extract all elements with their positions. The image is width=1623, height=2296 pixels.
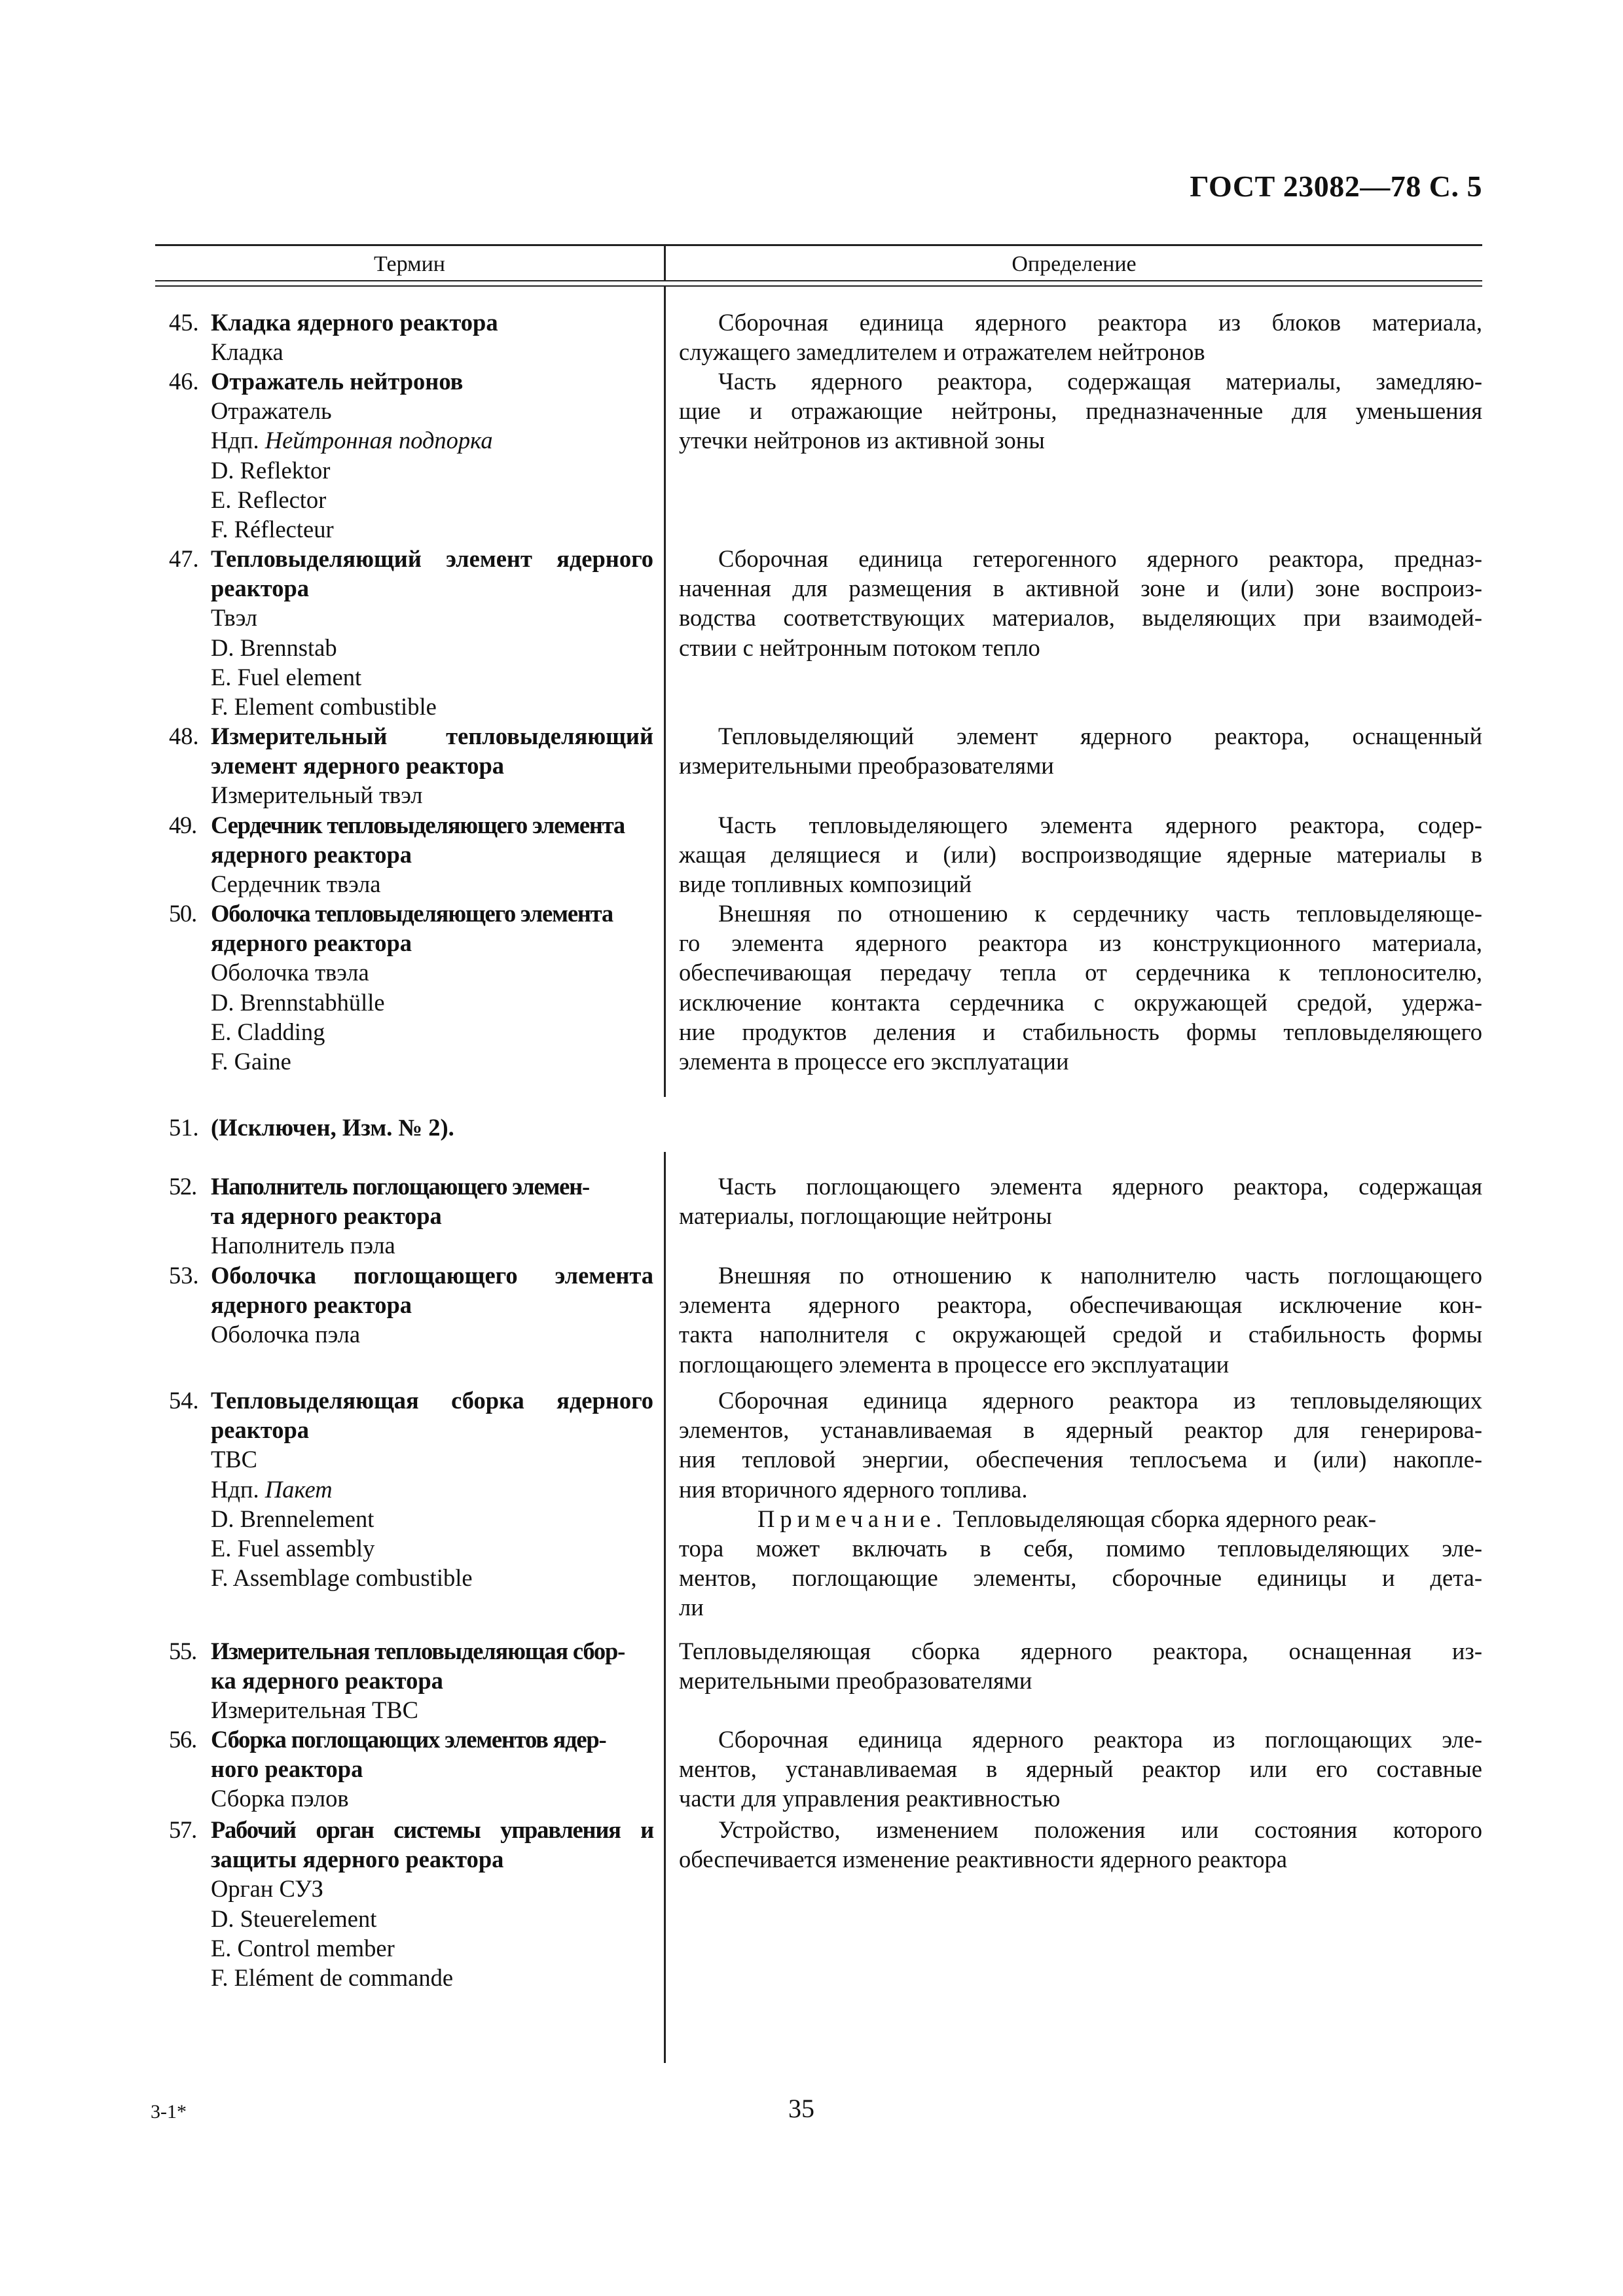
term-title: Оболочка поглощающего элемента <box>211 1262 653 1289</box>
definition-line: Внешняя по отношению к наполнителю часть поглощающего <box>718 1262 1482 1289</box>
term-title-cont: ядерного реактора <box>211 841 412 869</box>
term-entry <box>169 810 653 899</box>
definition-line: ния тепловой энергии, обеспечения теплосъема и (или) накопле- <box>679 1446 1482 1473</box>
definition-line: поглощающего элемента в процессе его эксплуатации <box>679 1350 1230 1378</box>
header-rule-1 <box>155 280 1482 281</box>
term-foreign-de: D. Brennstab <box>211 634 337 661</box>
term-foreign-de: D. Brennelement <box>211 1505 374 1532</box>
definition-line: Устройство, изменением положения или состояния которого <box>718 1816 1482 1843</box>
term-title: Наполнитель поглощающего элемен- <box>211 1173 589 1200</box>
term-title: Сборка поглощающих элементов ядер- <box>211 1726 606 1753</box>
term-foreign-fr: F. Assemblage combustible <box>211 1564 473 1592</box>
term-title-cont: элемент ядерного реактора <box>211 752 504 780</box>
page-header: ГОСТ 23082—78 С. 5 <box>1190 170 1482 203</box>
term-number: 53. <box>169 1262 199 1289</box>
term-number: 55. <box>169 1638 197 1664</box>
definition-line: наченная для размещения в активной зоне и (или) зоне воспроиз- <box>679 575 1482 602</box>
term-short: Сердечник твэла <box>211 870 381 898</box>
term-entry <box>169 899 653 1076</box>
term-number: 49. <box>169 812 197 838</box>
column-header-term: Термин <box>374 252 445 276</box>
header-rule-2 <box>155 285 1482 287</box>
definition-line: ли <box>679 1594 704 1621</box>
term-foreign-fr: F. Réflecteur <box>211 516 334 543</box>
definition-entry <box>679 367 1482 456</box>
term-title-cont: реактора <box>211 575 310 602</box>
definition-line: материалы, поглощающие нейтроны <box>679 1202 1052 1230</box>
term-short: Оболочка пэла <box>211 1321 361 1348</box>
term-entry <box>169 544 653 721</box>
term-number: 48. <box>169 723 199 749</box>
term-short: ТВС <box>211 1446 257 1473</box>
term-entry <box>169 1815 653 1992</box>
term-entry <box>169 1261 653 1350</box>
definition-line: Сборочная единица гетерогенного ядерного реактора, предназ- <box>718 545 1482 572</box>
definition-entry <box>679 1815 1482 1874</box>
definition-line: Сборочная единица ядерного реактора из поглощающих эле- <box>718 1726 1482 1753</box>
term-foreign-en: E. Control member <box>211 1934 395 1962</box>
definition-entry <box>679 1725 1482 1814</box>
definition-line: Часть поглощающего элемента ядерного реактора, содержащая <box>718 1173 1482 1200</box>
term-number: 47. <box>169 545 199 572</box>
term-short: Измерительный твэл <box>211 781 423 809</box>
definition-line: ния вторичного ядерного топлива. <box>679 1475 1028 1503</box>
term-title: (Исключен, Изм. № 2). <box>211 1114 454 1141</box>
definition-entry <box>679 1636 1482 1695</box>
term-title-cont: ядерного реактора <box>211 929 412 957</box>
term-title: Измерительная тепловыделяющая сбор- <box>211 1638 625 1664</box>
term-short: Отражатель <box>211 397 332 425</box>
term-entry <box>169 308 653 367</box>
definition-line: исключение контакта сердечника с окружающей средой, удержа- <box>679 988 1482 1016</box>
definition-line: такта наполнителя с окружающей средой и стабильность формы <box>679 1321 1482 1348</box>
definition-line: измерительными преобразователями <box>679 752 1054 780</box>
term-foreign-en: E. Fuel element <box>211 663 362 691</box>
term-foreign-fr: F. Element combustible <box>211 693 437 721</box>
column-divider-header <box>664 246 666 280</box>
definition-line: Сборочная единица ядерного реактора из тепловыделяющих <box>718 1387 1482 1414</box>
term-entry <box>169 1172 653 1261</box>
definition-line: го элемента ядерного реактора из конструкционного материала, <box>679 929 1482 957</box>
term-number: 51. <box>169 1114 199 1141</box>
term-short: Измерительная ТВС <box>211 1696 418 1724</box>
term-short: Кладка <box>211 338 283 366</box>
definition-line: обеспечивающая передачу тепла от сердечника к теплоносителю, <box>679 959 1482 986</box>
term-title-cont: реактора <box>211 1416 310 1444</box>
term-foreign-en: E. Fuel assembly <box>211 1535 375 1562</box>
definition-entry <box>679 721 1482 780</box>
term-foreign-de: D. Brennstabhülle <box>211 988 385 1016</box>
term-number: 46. <box>169 368 199 395</box>
definition-entry <box>679 810 1482 899</box>
definition-line: утечки нейтронов из активной зоны <box>679 427 1045 454</box>
term-title: Сердечник тепловыделяющего элемента <box>211 812 625 838</box>
term-title: Кладка ядерного реактора <box>211 309 498 336</box>
definition-line: ствии с нейтронным потоком тепло <box>679 634 1040 661</box>
note-label: Примечание. <box>757 1505 947 1532</box>
term-entry <box>169 367 653 544</box>
term-title-cont: ядерного реактора <box>211 1291 412 1319</box>
definition-line: ние продуктов деления и стабильность формы тепловыделяющего <box>679 1018 1482 1045</box>
definition-line: жащая делящиеся и (или) воспроизводящие ядерные материалы в <box>679 841 1482 869</box>
term-entry <box>169 721 653 810</box>
term-title: Измерительный тепловыделяющий <box>211 723 653 749</box>
definition-line: ментов, устанавливаемая в ядерный реактор или его составные <box>679 1755 1482 1783</box>
page-number: 35 <box>788 2094 814 2123</box>
term-foreign-de: D. Steuerelement <box>211 1905 377 1932</box>
definition-line: служащего замедлителем и отражателем нейтронов <box>679 338 1205 366</box>
term-short: Оболочка твэла <box>211 959 369 986</box>
term-foreign-de: D. Reflektor <box>211 456 331 484</box>
definition-line: элементов, устанавливаемая в ядерный реактор для генерирова- <box>679 1416 1482 1444</box>
term-entry <box>169 1386 653 1592</box>
definition-line: Тепловыделяющий элемент ядерного реактора, оснащенный <box>718 723 1482 749</box>
definition-line: водства соответствующих материалов, выделяющих при взаимодей- <box>679 604 1482 632</box>
note-line <box>679 1504 1482 1534</box>
footer-sheet-mark: 3-1* <box>151 2101 187 2123</box>
definition-line: мерительными преобразователями <box>679 1667 1032 1695</box>
definition-entry <box>679 1261 1482 1379</box>
term-foreign-fr: F. Elément de commande <box>211 1964 454 1992</box>
term-number: 52. <box>169 1173 197 1200</box>
definition-entry <box>679 1386 1482 1623</box>
term-ndp-label: Ндп. <box>211 1475 259 1503</box>
term-number: 54. <box>169 1387 199 1414</box>
column-divider-upper <box>664 287 666 1097</box>
definition-line: элемента ядерного реактора, обеспечивающая исключение кон- <box>679 1291 1482 1319</box>
term-short: Сборка пэлов <box>211 1785 349 1812</box>
definition-line: элемента в процессе его эксплуатации <box>679 1048 1069 1075</box>
term-title: Отражатель нейтронов <box>211 368 464 395</box>
term-ndp-value: Нейтронная подпорка <box>264 427 493 454</box>
term-foreign-fr: F. Gaine <box>211 1048 291 1075</box>
term-entry <box>169 1725 653 1814</box>
definition-line: тора может включать в себя, помимо тепловыделяющих эле- <box>679 1535 1482 1562</box>
term-title-cont: ка ядерного реактора <box>211 1667 443 1695</box>
definition-line: щие и отражающие нейтроны, предназначенные для уменьшения <box>679 397 1482 425</box>
definition-entry <box>679 1172 1482 1230</box>
definition-line: виде топливных композиций <box>679 870 972 898</box>
term-title-cont: та ядерного реактора <box>211 1202 442 1230</box>
term-entry <box>169 1636 653 1725</box>
definition-line: ментов, поглощающие элементы, сборочные единицы и дета- <box>679 1564 1482 1592</box>
definition-entry <box>679 544 1482 662</box>
definition-line: Часть ядерного реактора, содержащая материалы, замедляю- <box>718 368 1482 395</box>
term-title-cont: защиты ядерного реактора <box>211 1846 504 1873</box>
term-short: Твэл <box>211 604 257 632</box>
term-ndp-label: Ндп. <box>211 427 259 454</box>
term-short: Орган СУЗ <box>211 1875 323 1903</box>
term-foreign-en: E. Reflector <box>211 486 327 513</box>
term-title: Рабочий орган системы управления и <box>211 1816 653 1843</box>
term-number: 50. <box>169 900 197 927</box>
definition-line: Тепловыделяющая сборка ядерного реактора, оснащенная из- <box>679 1638 1482 1664</box>
definition-entry <box>679 308 1482 367</box>
note-text: Тепловыделяющая сборка ядерного реак- <box>947 1505 1376 1532</box>
term-number: 45. <box>169 309 199 336</box>
term-title: Тепловыделяющая сборка ядерного <box>211 1387 653 1414</box>
term-ndp-value: Пакет <box>264 1475 333 1503</box>
definition-line: Сборочная единица ядерного реактора из блоков материала, <box>718 309 1482 336</box>
term-title: Оболочка тепловыделяющего элемента <box>211 900 613 927</box>
table-top-rule <box>155 244 1482 246</box>
column-divider-lower <box>664 1152 666 2063</box>
definition-entry <box>679 899 1482 1076</box>
definition-line: части для управления реактивностью <box>679 1785 1061 1812</box>
term-entry-excluded <box>169 1113 653 1142</box>
definition-line: Часть тепловыделяющего элемента ядерного реактора, содер- <box>718 812 1482 838</box>
term-number: 57. <box>169 1816 197 1843</box>
term-foreign-en: E. Cladding <box>211 1018 325 1045</box>
term-number: 56. <box>169 1726 197 1753</box>
term-title: Тепловыделяющий элемент ядерного <box>211 545 653 572</box>
definition-line: Внешняя по отношению к сердечнику часть тепловыделяюще- <box>718 900 1482 927</box>
term-short: Наполнитель пэла <box>211 1232 395 1259</box>
definition-line: обеспечивается изменение реактивности ядерного реактора <box>679 1846 1288 1873</box>
term-title-cont: ного реактора <box>211 1755 363 1783</box>
column-header-definition: Определение <box>1012 252 1137 276</box>
